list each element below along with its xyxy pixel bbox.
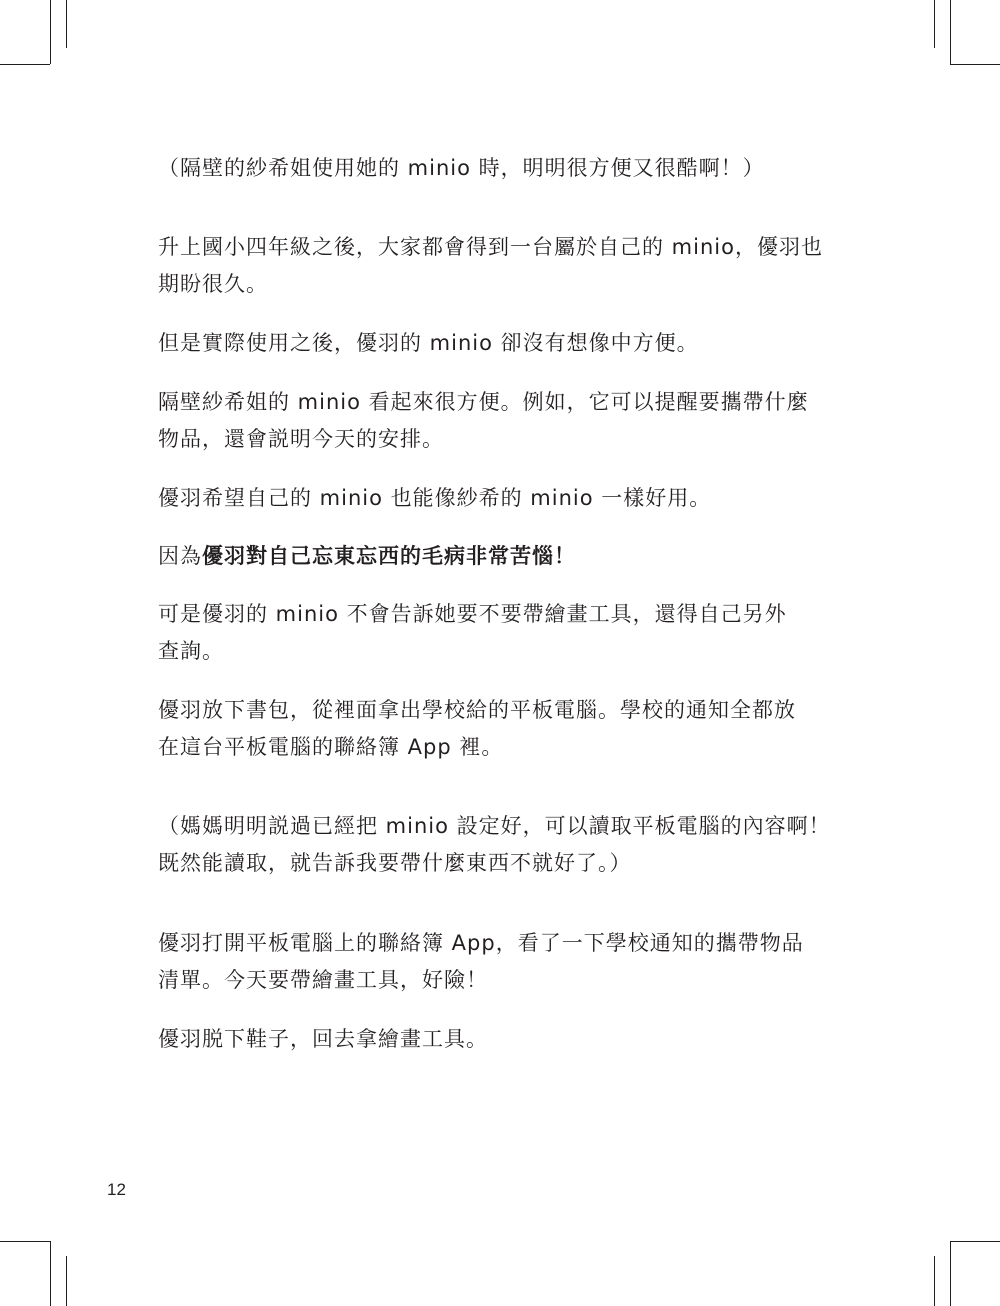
crop-mark-top-right-v2 (934, 0, 935, 48)
crop-mark-top-left-h (0, 64, 50, 65)
emphasized-text: 優羽對自己忘東忘西的毛病非常苦惱！ (202, 544, 576, 568)
text-line: 可是優羽的 minio 不會告訴她要不要帶繪畫工具，還得自己另外 (158, 602, 787, 626)
paragraph-4 (158, 384, 830, 458)
text-line: 既然能讀取，就告訴我要帶什麼東西不就好了。） (158, 851, 632, 875)
text-line: 但是實際使用之後，優羽的 minio 卻沒有想像中方便。 (158, 331, 699, 355)
text-line: 查詢。 (158, 639, 224, 663)
crop-mark-bottom-left-h (0, 1241, 50, 1242)
paragraph-thought-1 (158, 150, 830, 187)
paragraph-5 (158, 480, 830, 517)
crop-mark-bottom-left-v (50, 1241, 51, 1306)
crop-mark-bottom-left-v2 (66, 1256, 67, 1306)
paragraph-3 (158, 325, 830, 362)
text-line: （隔壁的紗希姐使用她的 minio 時，明明很方便又很酷啊！） (158, 156, 765, 180)
paragraph-thought-2 (158, 808, 830, 882)
text-line: 優羽放下書包，從裡面拿出學校給的平板電腦。學校的通知全都放 (158, 698, 796, 722)
paragraph-2 (158, 229, 830, 303)
crop-mark-bottom-right-v (950, 1241, 951, 1306)
paragraph-6 (158, 538, 830, 575)
text-line: 優羽脱下鞋子，回去拿繪畫工具。 (158, 1027, 488, 1051)
text-line: 隔壁紗希姐的 minio 看起來很方便。例如，它可以提醒要攜帶什麼 (158, 390, 809, 414)
paragraph-7 (158, 596, 830, 670)
text-line (158, 538, 830, 575)
text-line: 優羽打開平板電腦上的聯絡簿 App，看了一下學校通知的攜帶物品 (158, 931, 804, 955)
crop-mark-top-left-v2 (66, 0, 67, 48)
paragraph-11 (158, 1021, 830, 1058)
crop-mark-bottom-right-h (950, 1241, 1000, 1242)
text-line: 期盼很久。 (158, 272, 268, 296)
crop-mark-top-right-v (950, 0, 951, 64)
crop-mark-bottom-right-v2 (934, 1256, 935, 1306)
text-line: 清單。今天要帶繪畫工具，好險！ (158, 968, 488, 992)
crop-mark-top-left-v (50, 0, 51, 64)
crop-mark-top-right-h (950, 64, 1000, 65)
text-line: 升上國小四年級之後，大家都會得到一台屬於自己的 minio，優羽也 (158, 235, 823, 259)
paragraph-10 (158, 925, 830, 999)
paragraph-8 (158, 692, 830, 766)
text-prefix: 因為 (158, 544, 202, 568)
text-line: （媽媽明明説過已經把 minio 設定好，可以讀取平板電腦的內容啊！ (158, 814, 831, 838)
page-number: 12 (107, 1180, 126, 1199)
text-line: 在這台平板電腦的聯絡簿 App 裡。 (158, 735, 504, 759)
text-line: 優羽希望自己的 minio 也能像紗希的 minio 一樣好用。 (158, 486, 712, 510)
text-line: 物品，還會説明今天的安排。 (158, 427, 444, 451)
